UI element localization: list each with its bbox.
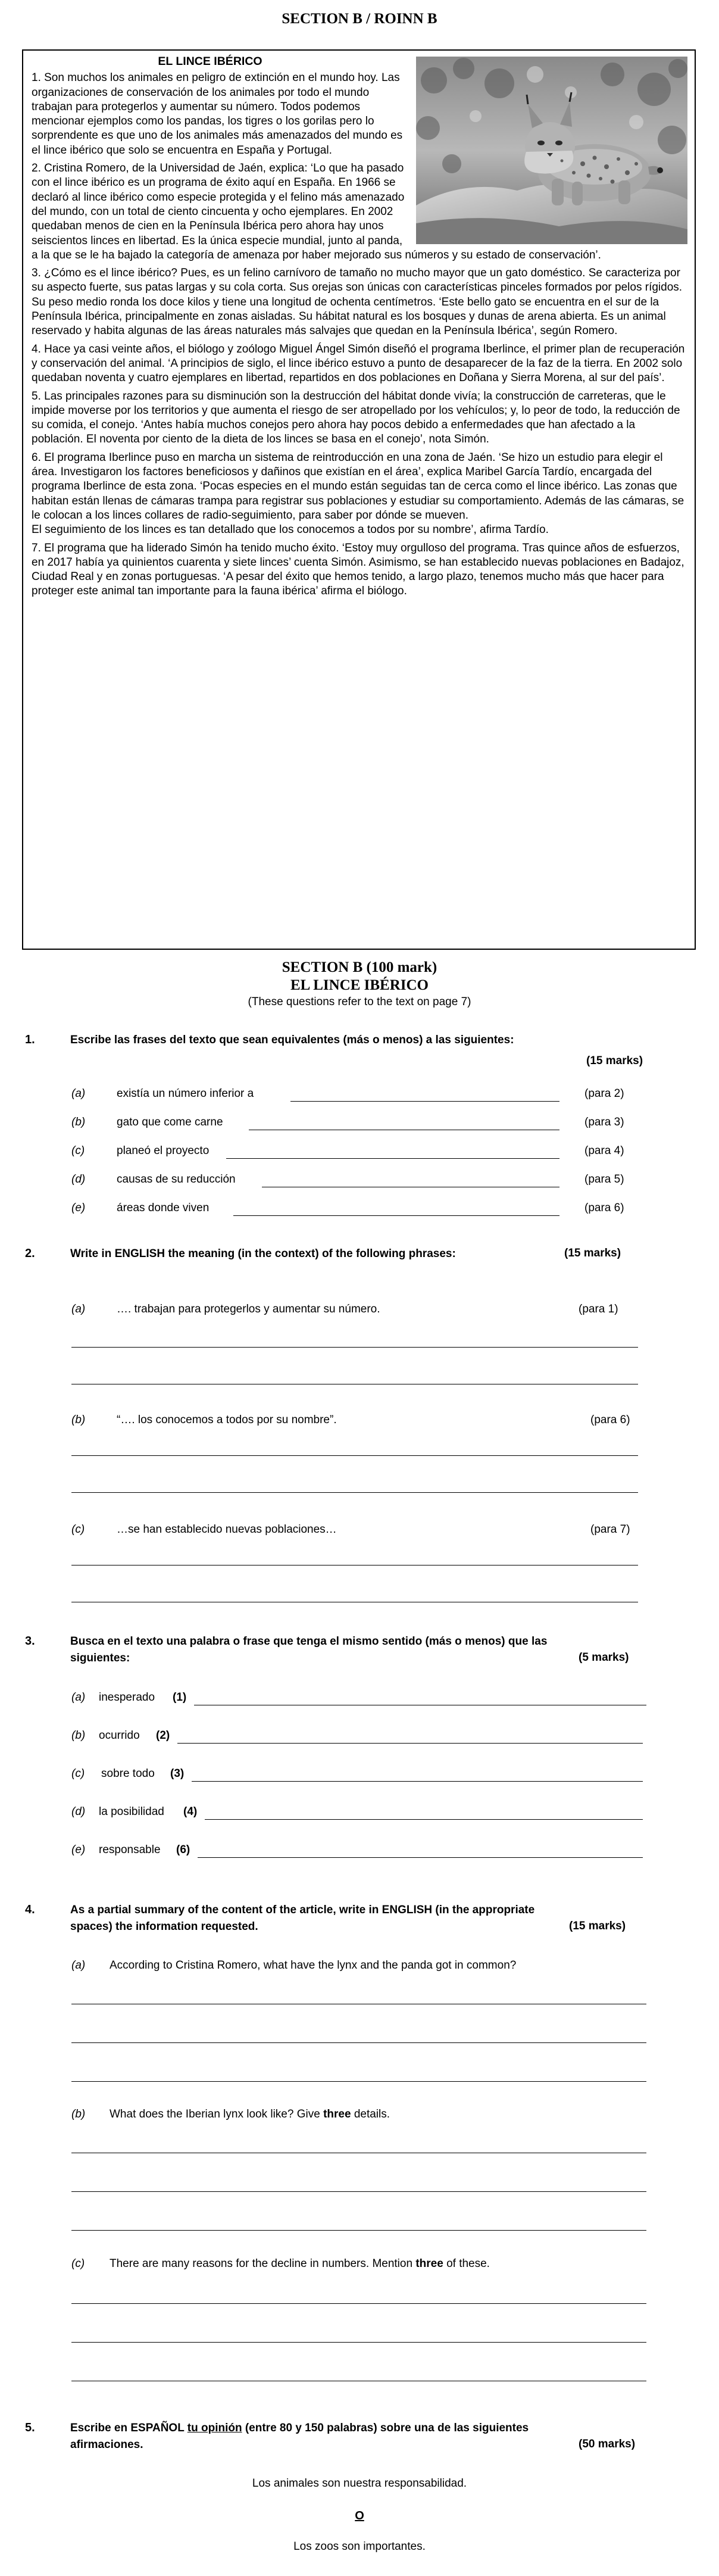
q4-text-line1: As a partial summary of the content of the article, write in ENGLISH (in the appropriate: [70, 1904, 535, 1916]
article-paragraph-1: 1. Son muchos los animales en peligro de extinción en el mundo hoy. Las organizaciones de conservación de los animales por todo el mundo trabajan para protegerlos y aumentar su número. Todos podemos mencionar ejemplos como los pandas, los tigres o los gorilas pero lo sorprendente es que uno de los animales más amenazados del mundo es el lince ibérico que solo se encuentra en España y Portugal.: [32, 71, 403, 157]
section-heading: SECTION B (100 mark): [282, 959, 437, 975]
answer-line[interactable]: [71, 1455, 638, 1456]
article-paragraph-7: 7. El programa que ha liderado Simón ha tenido mucho éxito. ‘Estoy muy orgulloso del programa. Tras quince años de esfuerzos, en 2017 había ya quinientos cuarenta y siete linces’ cuenta Simón. Asimismo, se han establecido nuevas poblaciones en Badajoz, Ciudad Real y en zonas portuguesas. ‘A pesar del éxito que hemos tenido, a largo plazo, tenemos mucho más que hacer para proteger este animal tan importante para la fauna ibérica’ afirma el biólogo.: [32, 541, 684, 598]
q5-text-line2: afirmaciones.: [70, 2438, 143, 2451]
q5-or: O: [355, 2509, 364, 2522]
questions-title: EL LINCE IBÉRICO: [290, 977, 429, 993]
article-paragraph-4: 4. Hace ya casi veinte años, el biólogo y zoólogo Miguel Ángel Simón diseñó el programa Iberlince, el primer plan de recuperación y conservación del animal. ‘A principios de siglo, el lince ibérico estuvo a punto de desaparecer de la faz de la tierra. En 2002 solo quedaban noventa y cuatro ejemplares en libertad, repartidos en dos poblaciones en Doñana y Sierra Morena, al sur del país’.: [32, 342, 685, 385]
answer-line[interactable]: [71, 1347, 638, 1348]
article-title: EL LINCE IBÉRICO: [158, 55, 262, 68]
answer-line[interactable]: [205, 1819, 643, 1820]
answer-line[interactable]: [71, 2042, 646, 2043]
q4-marks: (15 marks): [569, 1920, 626, 1932]
q5-option-2: Los zoos son importantes.: [293, 2540, 426, 2553]
answer-line[interactable]: [290, 1101, 559, 1102]
lynx-image: [416, 57, 687, 244]
answer-line[interactable]: [71, 2342, 646, 2343]
q4-text-line2: spaces) the information requested.: [70, 1920, 258, 1933]
article-paragraph-2: 2. Cristina Romero, de la Universidad de Jaén, explica: ‘Lo que ha pasado con el lince ibérico es un programa de éxito aquí en España. En 1966 se declaró al lince ibérico como especie protegida y el felino más amenazado del mundo, con un total de ciento cincuenta y ocho ejemplares. En 2002 quedaban menos de cien en la Península Ibérica pero ahora hay unos seiscientos linces en libertad. Es la única especie mundial, junto al panda, a la que se le ha bajado la categoría de amenaza por haber mejorado sus números y su estado de conservación’.: [32, 162, 601, 261]
q4-number: 4.: [25, 1903, 35, 1916]
q2-marks: (15 marks): [564, 1247, 621, 1259]
answer-line[interactable]: [71, 2081, 646, 2082]
page-title: SECTION B / ROINN B: [282, 11, 437, 27]
article-paragraph-6: 6. El programa Iberlince puso en marcha un sistema de reintroducción en una zona de Jaén. ‘Se hizo un estudio para elegir el área. Investigaron los factores beneficiosos y dañinos que existían en el área’, explica Maribel García Tardío, encargada del programa Iberlince de esta zona. ‘Pocas especies en el mundo están seguidas tan de cerca como el lince ibérico. Las zonas que habitan están llenas de cámaras trampa para registrar sus poblaciones y estudiar su comportamiento. Además de las cámaras, se le colocan a los linces collares de radio-seguimiento, para saber por dónde se mueven.: [32, 451, 684, 522]
answer-line[interactable]: [71, 1492, 638, 1493]
questions-note: (These questions refer to the text on page 7): [248, 996, 471, 1008]
q5-marks: (50 marks): [579, 2438, 636, 2450]
article-box: [22, 49, 696, 950]
q3-marks: (5 marks): [579, 1651, 629, 1664]
answer-line[interactable]: [71, 2230, 646, 2231]
q5-number: 5.: [25, 2421, 35, 2434]
article-paragraph-6-cont: El seguimiento de los linces es tan detallado que los conocemos a todos por su nombre’, afirma Tardío.: [32, 523, 549, 537]
answer-line[interactable]: [71, 2191, 646, 2192]
article-paragraph-3: 3. ¿Cómo es el lince ibérico? Pues, es un felino carnívoro de tamaño no mucho mayor que un gato doméstico. Se caracteriza por su aspecto fuerte, sus patas largas y su cola corta. Sus orejas son únicas con características pinceles formados por pelos rígidos. Su peso medio ronda los doce kilos y tiene una longitud de ochenta centímetros. ‘Este bello gato se encuentra en el sur de la Península Ibérica, principalmente en zonas aisladas. Su hábitat natural es los bosques y dunas de arena abierta. Es un animal reservado y habita algunas de las áreas naturales más salvajes que quedan en la Península Ibérica’, según Romero.: [32, 267, 683, 338]
answer-line[interactable]: [71, 2303, 646, 2304]
answer-line[interactable]: [198, 1857, 643, 1858]
q2-number: 2.: [25, 1247, 35, 1260]
q1-text: Escribe las frases del texto que sean equivalentes (más o menos) a las siguientes:: [70, 1034, 514, 1046]
answer-line[interactable]: [233, 1215, 559, 1216]
q3-text-line1: Busca en el texto una palabra o frase que tenga el mismo sentido (más o menos) que las: [70, 1635, 548, 1648]
q1-number: 1.: [25, 1033, 35, 1046]
q3-number: 3.: [25, 1635, 35, 1648]
answer-line[interactable]: [192, 1781, 643, 1782]
q1-marks: (15 marks): [586, 1055, 643, 1067]
answer-line[interactable]: [226, 1158, 559, 1159]
article-paragraph-5: 5. Las principales razones para su disminución son la destrucción del hábitat donde vivía; la construcción de carreteras, que le impide moverse por los territorios y que aumenta el riesgo de ser atropellado por los vehículos; y, lo peor de todo, la reducción de su comida, el conejo. ‘Antes había muchos conejos pero ahora hay pocos debido a enfermedades que han afectado a la población. El noventa por ciento de la dieta de los linces se basa en el conejo’, nota Simón.: [32, 389, 680, 446]
q3-text-line2: siguientes:: [70, 1652, 130, 1664]
q2-text: Write in ENGLISH the meaning (in the context) of the following phrases:: [70, 1248, 456, 1260]
q5-option-1: Los animales son nuestra responsabilidad.: [252, 2477, 467, 2490]
answer-line[interactable]: [177, 1743, 643, 1744]
questions-header: [0, 959, 719, 1010]
article-body: [32, 54, 687, 603]
q5-text-line1: Escribe en ESPAÑOL tu opinión (entre 80 y 150 palabras) sobre una de las siguientes: [70, 2422, 529, 2434]
lynx-photo: [416, 57, 687, 244]
